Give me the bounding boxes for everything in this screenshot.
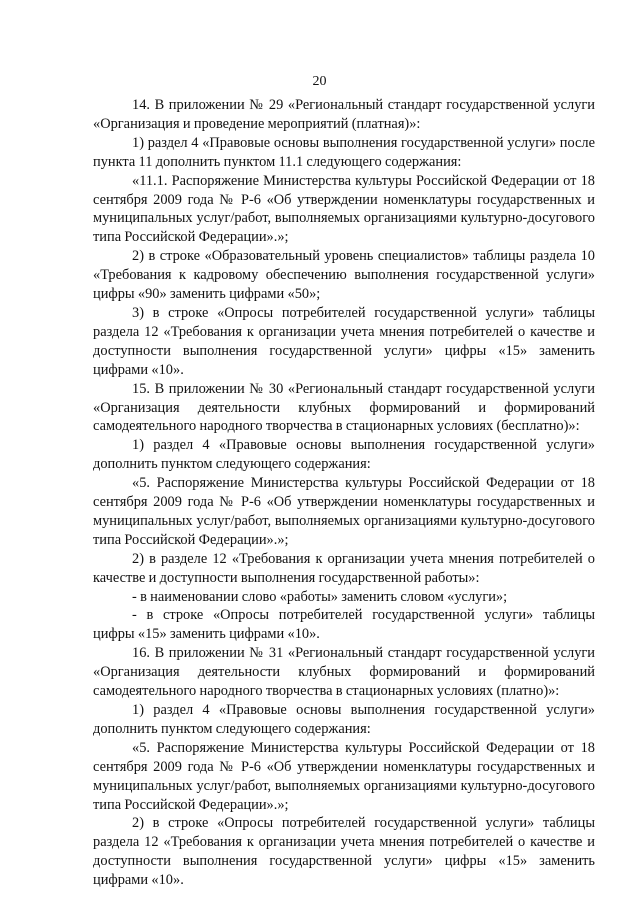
item-14-heading: 14. В приложении № 29 «Региональный стандарт государственной услуги «Организация и проведение мероприятий (платная)»:: [93, 97, 595, 132]
item-15-quoted-text: «5. Распоряжение Министерства культуры Российской Федерации от 18 сентября 2009 года № Р-6 «Об утверждении номенклатуры государственных и муниципальных услуг/работ, выполняемых организациями культурно-досугового типа Российской Федерации».»;: [93, 475, 595, 548]
page-number: 20: [312, 74, 327, 89]
item-16-quoted-text: «5. Распоряжение Министерства культуры Российской Федерации от 18 сентября 2009 года № Р-6 «Об утверждении номенклатуры государственных и муниципальных услуг/работ, выполняемых организациями культурно-досугового типа Российской Федерации».»;: [93, 739, 595, 813]
item-16-subitem-2: 2) в строке «Опросы потребителей государственной услуги» таблицы раздела 12 «Требования к организации учета мнения потребителей о качестве и доступности выполнения государственной услуги» цифры «15» заменить цифрами «10».: [93, 815, 595, 889]
item-14-subitem-3: 3) в строке «Опросы потребителей государственной услуги» таблицы раздела 12 «Требования к организации учета мнения потребителей о качестве и доступности выполнения государственной услуги» цифры «15» заменить цифрами «10».: [93, 304, 595, 378]
item-15-dash-1: - в наименовании слово «работы» заменить словом «услуги»;: [132, 588, 508, 605]
item-14-subitem-2: 2) в строке «Образовательный уровень специалистов» таблицы раздела 10 «Требования к кадровому обеспечению выполнения государственной услуги» цифры «90» заменить цифрами «50»;: [93, 248, 595, 303]
document-body: [93, 96, 595, 890]
item-15-subitem-2: 2) в разделе 12 «Требования к организации учета мнения потребителей о качестве и доступности выполнения государственной работы»:: [93, 550, 595, 586]
item-14-quoted-text: «11.1. Распоряжение Министерства культуры Российской Федерации от 18 сентября 2009 года № Р-6 «Об утверждении номенклатуры государственных и муниципальных услуг/работ, выполняемых организациями культурно-досугового типа Российской Федерации».»;: [93, 172, 595, 246]
item-16-heading: 16. В приложении № 31 «Региональный стандарт государственной услуги «Организация деятельности клубных формирований и формирований самодеятельного народного творчества в стационарных условиях (платно)»:: [93, 645, 595, 700]
item-15-dash-2: - в строке «Опросы потребителей государственной услуги» таблицы цифры «15» заменить цифрами «10».: [93, 607, 595, 643]
item-16-subitem-1: 1) раздел 4 «Правовые основы выполнения государственной услуги» дополнить пунктом следующего содержания:: [93, 702, 595, 737]
item-14-subitem-1: 1) раздел 4 «Правовые основы выполнения государственной услуги» после пункта 11 дополнить пунктом 11.1 следующего содержания:: [93, 134, 595, 170]
item-15-subitem-1: 1) раздел 4 «Правовые основы выполнения государственной услуги» дополнить пунктом следующего содержания:: [93, 437, 595, 473]
item-15-heading: 15. В приложении № 30 «Региональный стандарт государственной услуги «Организация деятельности клубных формирований и формирований самодеятельного народного творчества в стационарных условиях (бесплатно)»:: [93, 380, 595, 435]
